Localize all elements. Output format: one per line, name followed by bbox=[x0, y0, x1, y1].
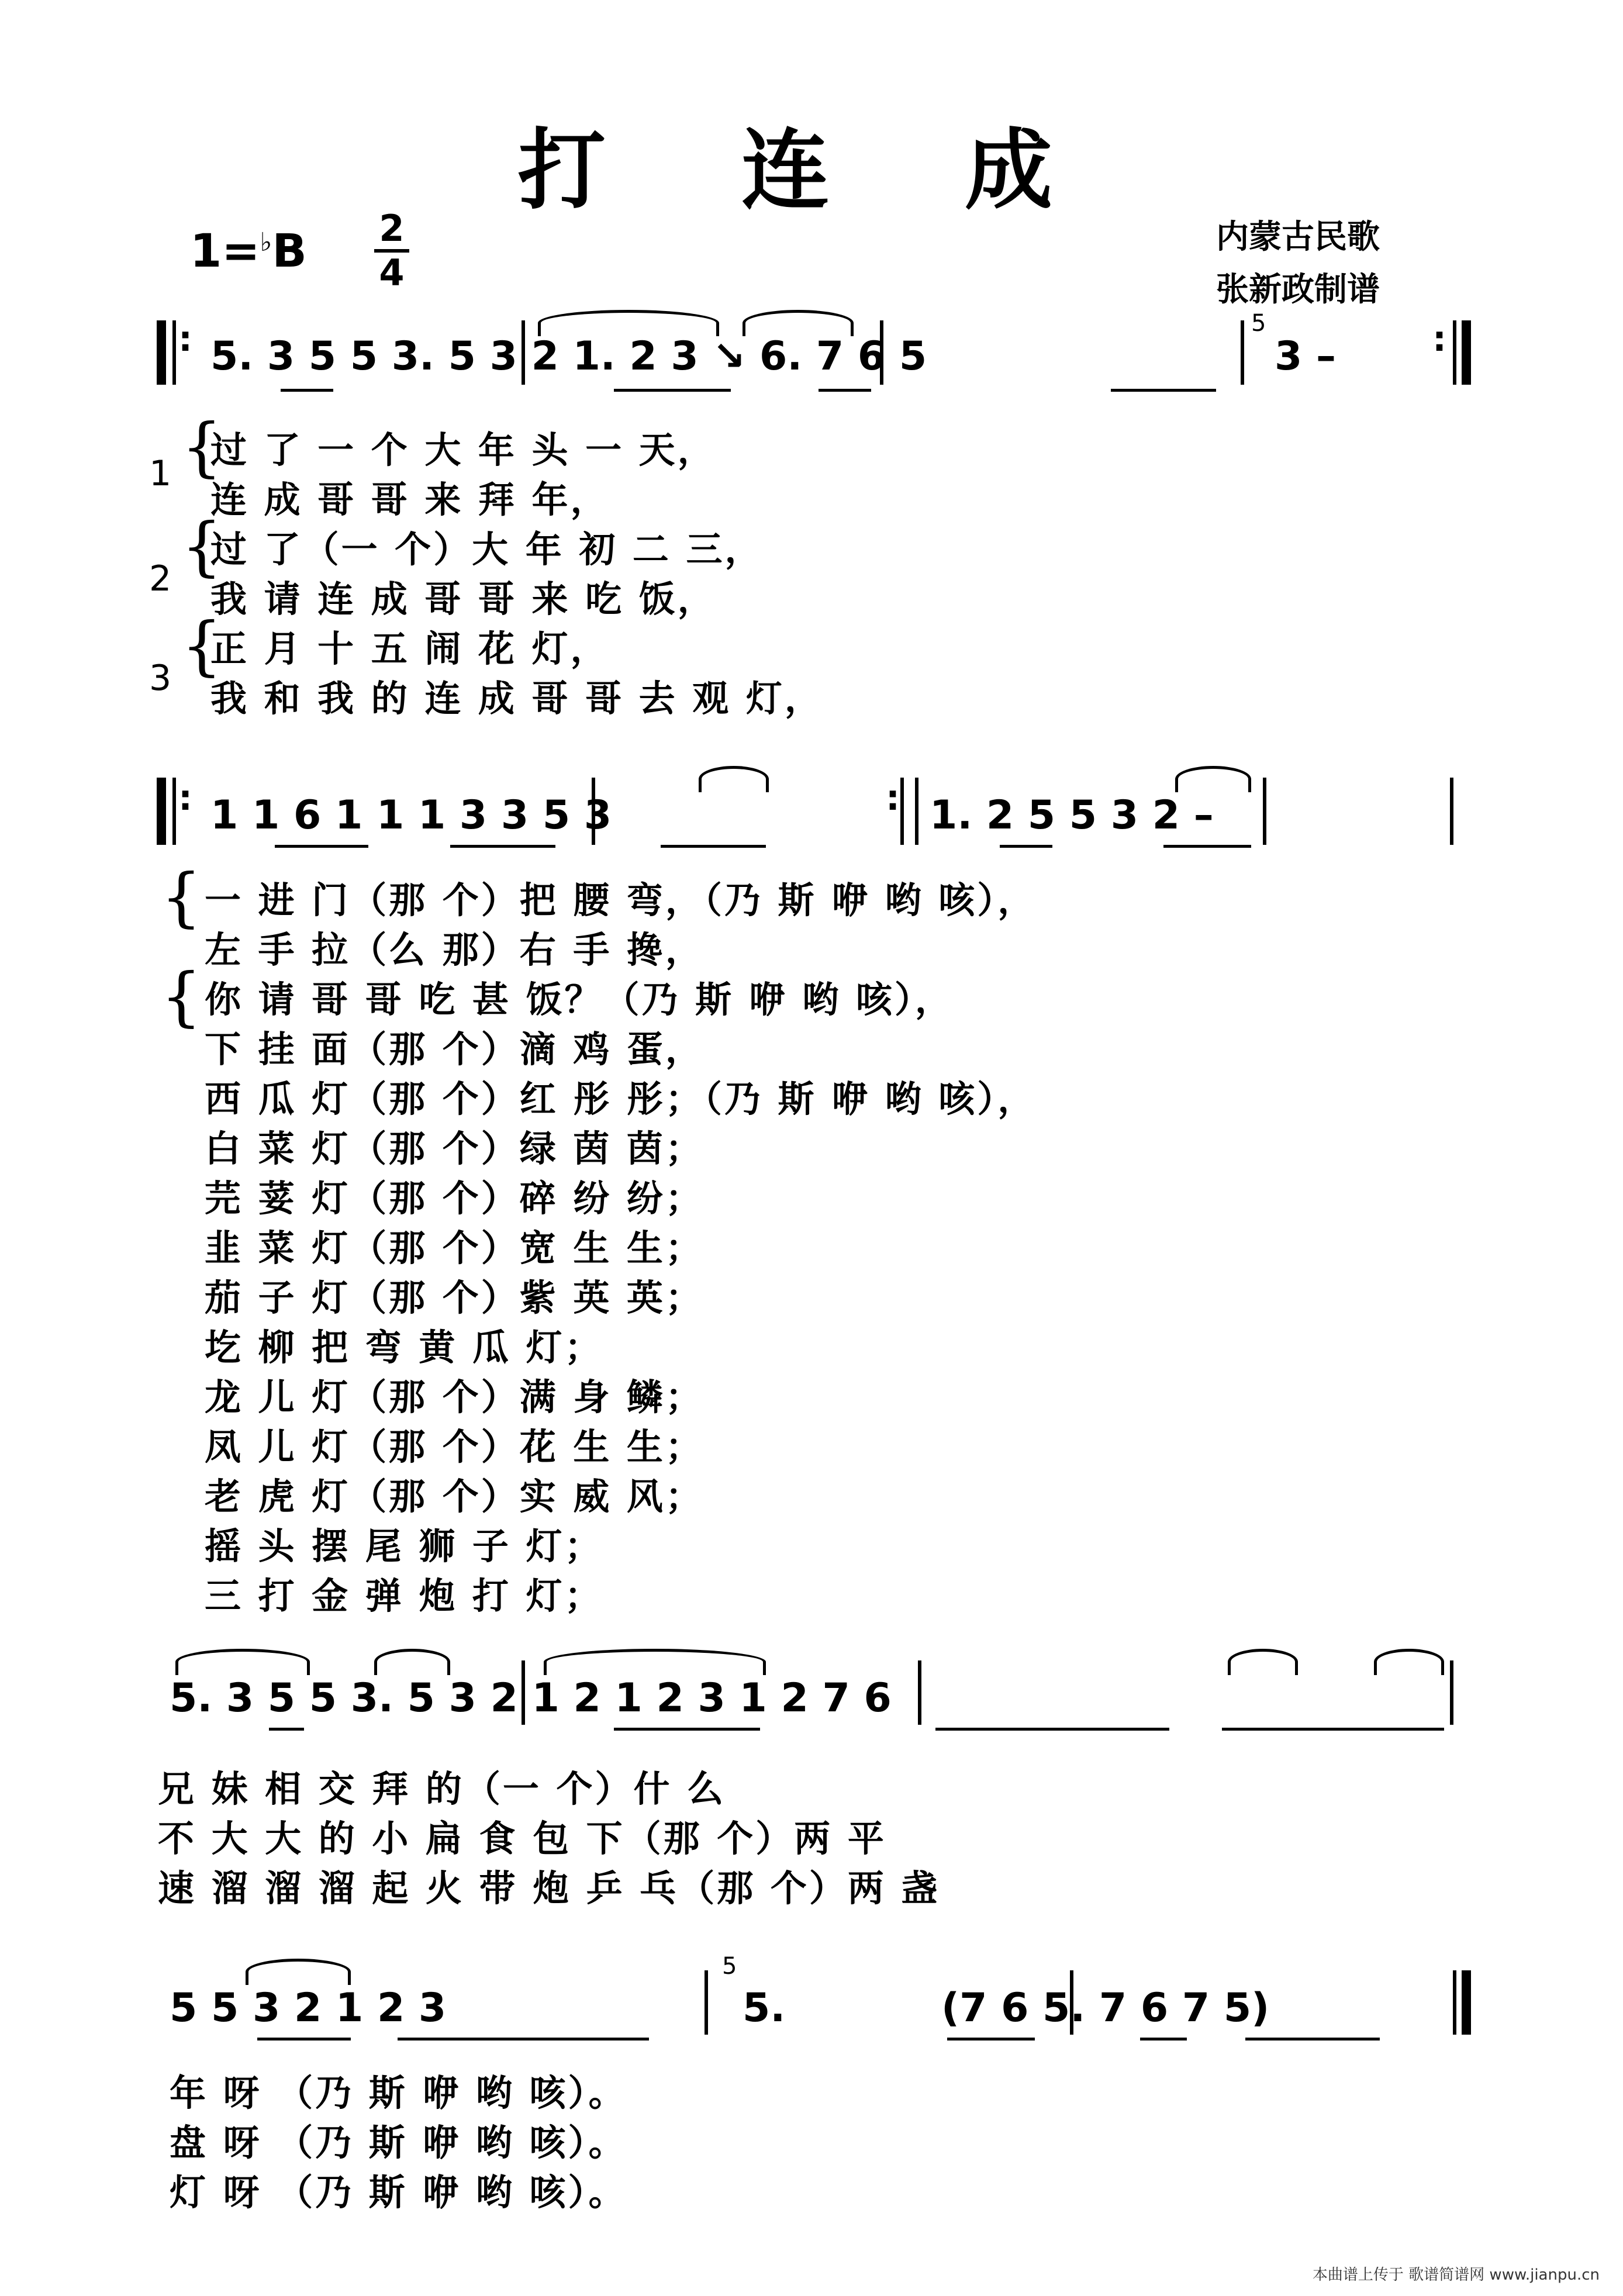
system-2-notes: 1 1 6 1 1 1 3 3 5 3 bbox=[210, 792, 612, 838]
lyric-line: 白 菜 灯（那 个）绿 茵 茵； bbox=[205, 1127, 704, 1170]
time-signature: 2 4 bbox=[374, 210, 409, 291]
lyric-line: 我 请 连 成 哥 哥 来 吃 饭， bbox=[210, 578, 716, 620]
lyric-line: 过 了（一 个）大 年 初 二 三， bbox=[210, 528, 764, 571]
lyric-line: 一 进 门（那 个）把 腰 弯，（乃 斯 咿 哟 咳）， bbox=[205, 879, 1037, 921]
system-3-notes: 5. 3 5 5 3. 5 3 2 1 2 1 2 3 1 2 7 6 bbox=[170, 1675, 892, 1721]
grace-note: 5 bbox=[722, 1953, 737, 1980]
system-4-notes: 5 5 3 2 1 2 3 bbox=[170, 1985, 447, 2031]
credit-arranger: 张新政制谱 bbox=[1216, 270, 1380, 309]
lyric-line: 不 大 大 的 小 扁 食 包 下（那 个）两 平 bbox=[158, 1817, 886, 1860]
lyric-line: 我 和 我 的 连 成 哥 哥 去 观 灯， bbox=[210, 677, 823, 720]
lyric-line: 凤 儿 灯（那 个）花 生 生； bbox=[205, 1425, 704, 1468]
lyric-line: 你 请 哥 哥 吃 甚 饭？（乃 斯 咿 哟 咳）， bbox=[205, 978, 954, 1021]
page-title: 打 连 成 bbox=[517, 119, 1106, 222]
lyric-line: 下 挂 面（那 个）滴 鸡 蛋， bbox=[205, 1028, 704, 1071]
verse-number-3: 3 bbox=[149, 658, 172, 699]
key-signature: 1=♭B bbox=[190, 225, 307, 278]
lyric-line: 龙 儿 灯（那 个）满 身 鳞； bbox=[205, 1376, 704, 1418]
system-2-notes-b: 1. 2 5 5 3 2 – bbox=[930, 792, 1214, 838]
system-4-notes-end: 5. bbox=[743, 1985, 786, 2031]
lyric-line: 老 虎 灯（那 个）实 威 风； bbox=[205, 1475, 704, 1518]
lyric-line: 盘 呀 （乃 斯 咿 哟 咳）。 bbox=[170, 2121, 627, 2164]
footer-watermark: 本曲谱上传于 歌谱简谱网 www.jianpu.cn bbox=[1312, 2266, 1600, 2284]
credits bbox=[1216, 210, 1380, 316]
lyric-line: 速 溜 溜 溜 起 火 带 炮 乒 乓（那 个）两 盏 bbox=[158, 1867, 940, 1910]
system-1-end-notes: 3 – bbox=[1275, 333, 1336, 379]
lyric-line: 摇 头 摆 尾 狮 子 灯； bbox=[205, 1525, 603, 1568]
system-4-coda: (7 6 5. 7 6 7 5) bbox=[941, 1985, 1270, 2031]
lyric-line: 西 瓜 灯（那 个）红 彤 彤；（乃 斯 咿 哟 咳）， bbox=[205, 1078, 1037, 1120]
lyric-line: 韭 菜 灯（那 个）宽 生 生； bbox=[205, 1227, 704, 1269]
lyric-line: 左 手 拉（么 那）右 手 搀， bbox=[205, 928, 704, 971]
lyric-line: 正 月 十 五 闹 花 灯， bbox=[210, 627, 609, 670]
lyric-line: 连 成 哥 哥 来 拜 年， bbox=[210, 478, 609, 521]
lyric-line: 兄 妹 相 交 拜 的（一 个）什 么 bbox=[158, 1767, 726, 1810]
lyric-line: 茄 子 灯（那 个）紫 英 英； bbox=[205, 1276, 704, 1319]
system-1-notes: 5. 3 5 5 3. 5 3 2 1. 2 3 ↘ 6. 7 6 5 bbox=[210, 333, 927, 379]
verse-number-2: 2 bbox=[149, 558, 172, 599]
lyric-line: 圪 柳 把 弯 黄 瓜 灯； bbox=[205, 1326, 603, 1369]
verse-number-1: 1 bbox=[149, 453, 172, 494]
grace-note: 5 bbox=[1251, 310, 1266, 337]
lyric-line: 年 呀 （乃 斯 咿 哟 咳）。 bbox=[170, 2071, 627, 2114]
credit-origin: 内蒙古民歌 bbox=[1216, 217, 1380, 256]
lyric-line: 三 打 金 弹 炮 打 灯； bbox=[205, 1575, 603, 1617]
lyric-line: 芫 荽 灯（那 个）碎 纷 纷； bbox=[205, 1177, 704, 1220]
lyric-line: 过 了 一 个 大 年 头 一 天， bbox=[210, 429, 716, 471]
lyric-line: 灯 呀 （乃 斯 咿 哟 咳）。 bbox=[170, 2171, 627, 2214]
